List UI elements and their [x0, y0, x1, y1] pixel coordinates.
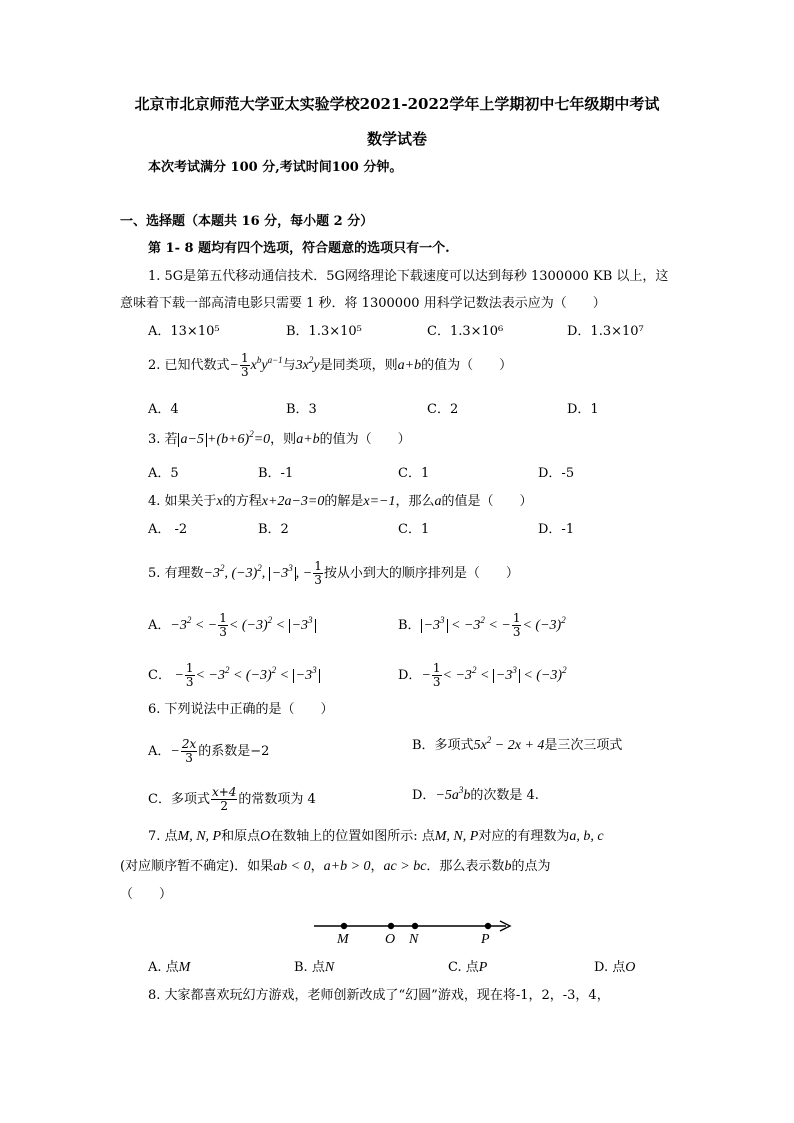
exam-subtitle: 数学试卷	[366, 130, 427, 148]
q1-line2: 意味着下载一部高清电影只需要 1 秒．将 1300000 用科学记数法表示应为（ ）	[120, 296, 606, 311]
q6-option-a: A．− $\frac{2x}{3}$ 的系数是−2	[148, 737, 270, 765]
section-heading: 一、选择题（本题共 16 分，每小题 2 分）	[120, 214, 374, 229]
q4-stem: 4. 如果关于x的方程x+2a−3=0的解是x=−1，那么a的值是（ ）	[148, 494, 533, 509]
q5-option-a: A．$-3^2$ < − $\frac{1}{3}$ < $(-3)^2 < -3^3$	[148, 612, 316, 639]
q3-option-d: D．-5	[538, 466, 575, 481]
q1-option-a: A．13×10⁵	[148, 324, 220, 339]
exam-title: 北京市北京师范大学亚太实验学校2021-2022学年上学期初中七年级期中考试	[134, 95, 660, 113]
q1-line1: 1. 5G是第五代移动通信技术．5G网络理论下载速度可以达到每秒 1300000 KB 以上，这	[148, 269, 669, 284]
point-n	[412, 923, 418, 929]
q7-option-b: B. 点N	[294, 960, 335, 975]
q6-option-b: B．多项式$5x^2 - 2x + 4$是三次三项式	[412, 735, 623, 753]
q3-option-b: B．-1	[258, 466, 294, 481]
number-line-figure	[310, 912, 520, 948]
fraction: $\frac{2x}{3}$	[181, 737, 197, 765]
q7-line1: 7. 点M, N, P和原点O在数轴上的位置如图所示: 点M, N, P对应的有理数为a, b, c	[148, 829, 604, 844]
q5-stem: 5. 有理数$-3^2$, $(-3)^2$, $-3^3$ , − $\frac{1}{3}$ 按从小到大的顺序排列是（ ）	[148, 559, 519, 587]
q5-option-b: B． $-3^3 < -3^2$ < − $\frac{1}{3}$ < $(-3)^2$	[398, 611, 566, 639]
q6-stem: 6. 下列说法中正确的是（ ）	[148, 702, 334, 717]
q2-option-d: D．1	[567, 402, 599, 417]
q7-line3: （ ）	[120, 887, 173, 902]
q6-option-d: D．$-5a^3b$的次数是 4.	[412, 785, 539, 803]
q4-option-d: D．-1	[538, 522, 575, 537]
section-instruction: 第 1- 8 题均有四个选项，符合题意的选项只有一个.	[148, 241, 450, 256]
fraction: $\frac{1}{3}$	[241, 351, 249, 379]
point-o	[388, 923, 394, 929]
q1-option-c: C．1.3×10⁶	[427, 324, 504, 339]
label-p: P	[481, 932, 490, 947]
q4-option-b: B．2	[258, 522, 289, 537]
fraction: $\frac{1}{3}$	[432, 661, 441, 689]
q3-option-c: C．1	[398, 466, 430, 481]
q3-stem: 3. 若 $a-5 +(b+6)^2=0$，则a+b的值为（ ）	[148, 429, 411, 447]
fraction: $\frac{1}{3}$	[185, 661, 194, 689]
fraction: $\frac{1}{3}$	[314, 559, 322, 587]
q2-option-b: B．3	[286, 402, 317, 417]
label-n: N	[409, 932, 419, 947]
point-p	[485, 923, 491, 929]
q6-option-c: C．多项式 $\frac{x+4}{2}$ 的常数项为 4	[148, 785, 316, 813]
q8-line: 8. 大家都喜欢玩幻方游戏，老师创新改成了“幻圆”游戏，现在将-1，2，-3，4，	[148, 988, 610, 1003]
fraction: $\frac{1}{3}$	[219, 611, 227, 639]
q2-stem: 2. 已知代数式− $\frac{1}{3}$ $x^by^{a-1}$与$3x^2y$是同类项，则a+b的值为（ ）	[148, 351, 513, 379]
q7-line2: (对应顺序暂不确定)．如果ab < 0，a+b > 0，ac > bc．那么表示数b的点为	[120, 859, 551, 874]
q7-option-d: D. 点O	[594, 960, 636, 975]
label-m: M	[337, 932, 349, 947]
q7-option-c: C. 点P	[448, 960, 488, 975]
label-o: O	[385, 932, 396, 947]
q4-option-c: C．1	[398, 522, 430, 537]
fraction: $\frac{x+4}{2}$	[211, 785, 237, 813]
q5-option-c: C． − $\frac{1}{3}$ < $-3^2 < (-3)^2 < -3^3$	[148, 662, 320, 689]
q4-option-a: A． -2	[148, 522, 188, 537]
point-m	[341, 923, 347, 929]
q7-option-a: A. 点M	[148, 960, 191, 975]
q1-option-d: D．1.3×10⁷	[567, 324, 644, 339]
fraction: $\frac{1}{3}$	[512, 611, 521, 639]
q2-option-c: C．2	[427, 402, 459, 417]
q2-option-a: A．4	[148, 402, 179, 417]
exam-note: 本次考试满分 100 分,考试时间100 分钟。	[148, 160, 403, 175]
q1-option-b: B．1.3×10⁵	[286, 324, 362, 339]
q3-option-a: A．5	[148, 466, 179, 481]
q5-option-d: D．− $\frac{1}{3}$ < $-3^2 < -3^3 < (-3)^2$	[398, 661, 567, 689]
